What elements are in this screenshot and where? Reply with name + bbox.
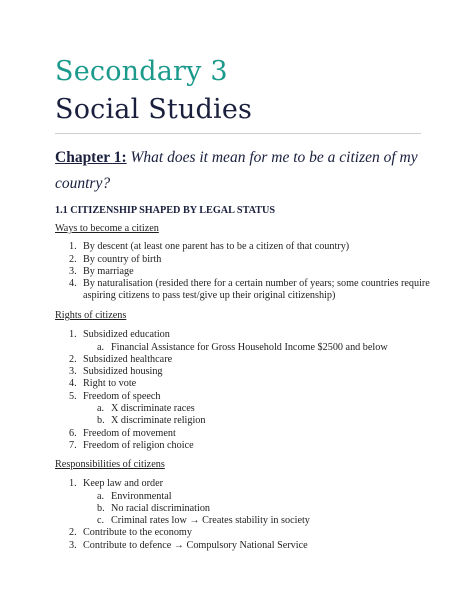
responsibilities-heading: Responsibilities of citizens: [55, 459, 165, 470]
document-title-line1: Secondary 3: [55, 56, 228, 87]
list-sub-item: a. Environmental: [97, 490, 172, 502]
list-sub-item: c. Criminal rates low → Creates stability in society: [97, 515, 310, 527]
chapter-label: Chapter 1:: [55, 149, 127, 166]
ways-section: [55, 223, 435, 303]
list-item: 2. By country of birth: [69, 253, 162, 265]
title-divider: [55, 133, 421, 134]
responsibilities-section: [55, 459, 435, 552]
list-item: 3. Contribute to defence → Compulsory National Service: [69, 539, 308, 551]
section-heading-block: [55, 205, 435, 217]
list-item: 1. By descent (at least one parent has to be a citizen of that country): [69, 241, 350, 253]
document-title-line2: Social Studies: [55, 94, 253, 125]
list-item: 1. Subsidized education: [69, 329, 170, 341]
section-heading: 1.1 CITIZENSHIP SHAPED BY LEGAL STATUS: [55, 205, 276, 216]
list-item: 5. Freedom of speech: [69, 390, 161, 402]
list-item: 7. Freedom of religion choice: [69, 439, 194, 451]
list-sub-item: a. Financial Assistance for Gross Household Income $2500 and below: [97, 341, 388, 353]
list-sub-item: a. X discriminate races: [97, 403, 195, 415]
list-item: 4. By naturalisation (resided there for a certain number of years; some countries require aspiring citizens to pass test/give up their original citizenship): [69, 278, 430, 302]
chapter-question: What does it mean for me to be a citizen of my country?: [55, 149, 418, 192]
rights-section: [55, 310, 435, 452]
list-item: 2. Contribute to the economy: [69, 527, 192, 539]
list-item: 4. Right to vote: [69, 378, 137, 390]
list-item: 2. Subsidized healthcare: [69, 353, 173, 365]
list-item: 1. Keep law and order: [69, 478, 164, 490]
rights-list: [55, 329, 435, 452]
list-item: 3. Subsidized housing: [69, 366, 163, 378]
responsibilities-list: [55, 478, 435, 552]
list-sub-item: b. X discriminate religion: [97, 415, 206, 427]
list-sub-item: b. No racial discrimination: [97, 502, 211, 514]
list-item: 6. Freedom of movement: [69, 427, 176, 439]
list-item: 3. By marriage: [69, 265, 134, 277]
ways-heading: Ways to become a citizen: [55, 223, 159, 234]
rights-heading: Rights of citizens: [55, 310, 127, 321]
ways-list: [55, 241, 435, 302]
chapter-heading: [55, 145, 425, 197]
